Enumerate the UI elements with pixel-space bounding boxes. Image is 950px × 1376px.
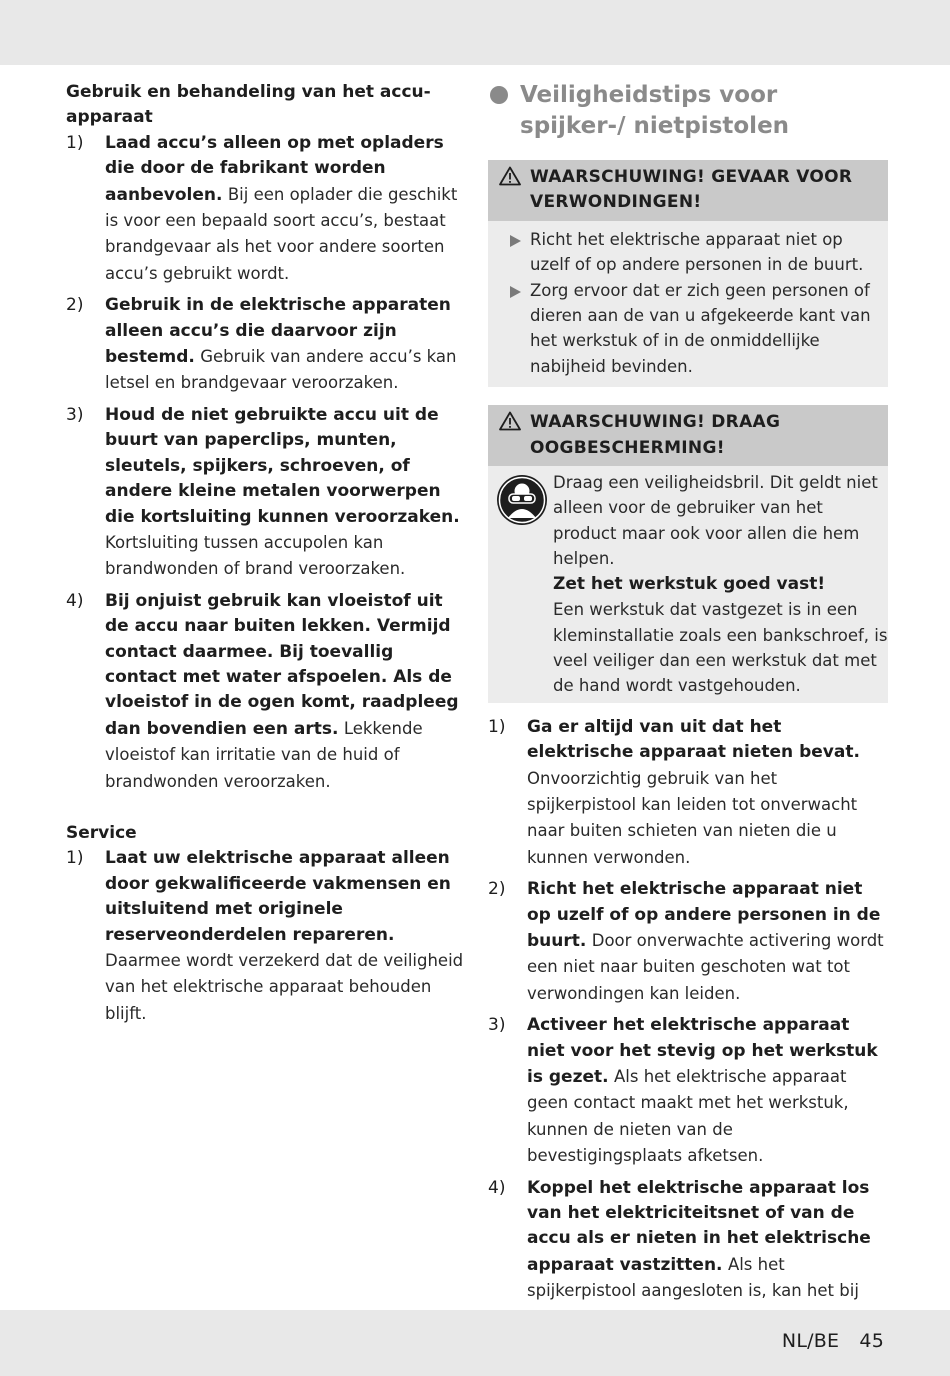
nailer-item-2 bbox=[488, 877, 888, 1007]
warning-title: WAARSCHUWING! DRAAG OOGBESCHERMING! bbox=[530, 412, 781, 458]
item-text: Onvoorzichtig gebruik van het spijkerpistool kan leiden tot onverwacht naar buiten schieten van nieten die u kunnen verwonden. bbox=[527, 768, 858, 867]
goggles-icon bbox=[496, 474, 548, 526]
item-bold-text: Laat uw elektrische apparaat alleen door gekwalificeerde vakmensen en uitsluitend met originele reserveonderdelen repareren. bbox=[105, 848, 451, 945]
item-number: 1) bbox=[66, 848, 84, 869]
nailer-safety-list bbox=[488, 715, 888, 1358]
usage-item-1 bbox=[66, 131, 466, 287]
item-bold-text: Gebruik in de elektrische apparaten alleen accu’s die daarvoor zijn bestemd. bbox=[105, 295, 451, 368]
section-title-text: Veiligheidstips voor spijker-/ nietpistolen bbox=[520, 82, 790, 139]
bullet-text: Zorg ervoor dat er zich geen personen of dieren aan de van u afgekeerde kant van het werkstuk of in de onmiddellijke nabijheid bevinden. bbox=[530, 280, 871, 376]
item-number: 3) bbox=[488, 1015, 506, 1036]
warning-triangle-icon bbox=[499, 411, 521, 431]
section-dot-icon bbox=[490, 86, 508, 104]
item-number: 1) bbox=[66, 132, 84, 153]
item-number: 4) bbox=[66, 590, 84, 611]
usage-item-4 bbox=[66, 589, 466, 795]
item-text: Daarmee wordt verzekerd dat de veiligheid van het elektrische apparaat behouden blijft. bbox=[105, 951, 464, 1023]
eye-protection-body bbox=[488, 466, 888, 703]
nailer-item-1 bbox=[488, 715, 888, 871]
bullet-text: Richt het elektrische apparaat niet op uzelf of op andere personen in de buurt. bbox=[530, 229, 864, 275]
item-bold-text: Bij onjuist gebruik kan vloeistof uit de accu naar buiten lekken. Vermijd contact daarmee. Bij toevallig contact met water afspoelen. Als de vloeistof in de ogen komt, raadpleeg dan bovendien een arts. bbox=[105, 590, 459, 739]
eye-protection-text: Draag een veiligheidsbril. Dit geldt niet alleen voor de gebruiker van het product maar ook voor allen die hem helpen. bbox=[553, 473, 878, 569]
usage-item-3 bbox=[66, 403, 466, 583]
item-text: Door onverwachte activering wordt een niet naar buiten geschoten wat tot verwondingen kan leiden. bbox=[527, 930, 884, 1003]
item-number: 3) bbox=[66, 404, 84, 425]
item-text: Bij een oplader die geschikt is voor een bepaald soort accu’s, bestaat brandgevaar als het voor andere soorten accu’s gebruikt wordt. bbox=[105, 184, 458, 283]
item-bold-text: Richt het elektrische apparaat niet op uzelf of op andere personen in de buurt. bbox=[527, 879, 881, 951]
item-number: 4) bbox=[488, 1177, 506, 1198]
item-text: Als het elektrische apparaat geen contact maakt met het werkstuk, kunnen de nieten van de bevestigingsplaats afketsen. bbox=[527, 1067, 849, 1166]
bullet-triangle-icon bbox=[510, 286, 521, 298]
warning-box-eye-protection bbox=[488, 405, 888, 702]
item-bold-text: Laad accu’s alleen op met opladers die door de fabrikant worden aanbevolen. bbox=[105, 132, 444, 205]
warning-triangle-icon bbox=[499, 166, 521, 186]
warning-box-header bbox=[488, 405, 888, 466]
header-band bbox=[0, 0, 950, 65]
item-text: Kortsluiting tussen accupolen kan brandwonden of brand veroorzaken. bbox=[105, 532, 406, 579]
item-number: 2) bbox=[66, 295, 84, 316]
item-text: Lekkende vloeistof kan irritatie van de huid of brandwonden veroorzaken. bbox=[105, 718, 423, 791]
service-item-1 bbox=[66, 846, 466, 1027]
clamp-workpiece-heading: Zet het werkstuk goed vast! bbox=[553, 573, 826, 594]
language-code: NL/BE bbox=[781, 1330, 840, 1352]
item-bold-text: Koppel het elektrische apparaat los van het elektriciteitsnet of van de accu als er nieten in het elektrische apparaat vastzitten. bbox=[527, 1177, 871, 1275]
warning-bullet bbox=[498, 278, 876, 380]
section-title bbox=[488, 80, 888, 142]
nailer-item-3 bbox=[488, 1013, 888, 1169]
warning-box-body bbox=[488, 221, 888, 387]
bullet-triangle-icon bbox=[510, 235, 521, 247]
usage-heading: Gebruik en behandeling van het accu-apparaat bbox=[66, 82, 431, 128]
warning-bullet bbox=[498, 227, 876, 278]
footer bbox=[782, 1330, 884, 1352]
item-bold-text: Houd de niet gebruikte accu uit de buurt van paperclips, munten, sleutels, spijkers, schroeven, of andere kleine metalen voorwerpen die kortsluiting kunnen veroorzaken. bbox=[105, 404, 460, 527]
service-heading: Service bbox=[66, 822, 137, 843]
clamp-workpiece-text: Een werkstuk dat vastgezet is in een kleminstallatie zoals een bankschroef, is veel veiliger dan een werkstuk dat met de hand wordt vastgehouden. bbox=[553, 600, 888, 696]
item-number: 2) bbox=[488, 879, 506, 900]
spacer bbox=[66, 795, 466, 821]
warning-title: WAARSCHUWING! GEVAAR VOOR VERWONDINGEN! bbox=[530, 167, 853, 213]
usage-item-2 bbox=[66, 293, 466, 397]
item-number: 1) bbox=[488, 716, 506, 737]
warning-box-header bbox=[488, 160, 888, 221]
left-column bbox=[66, 80, 466, 1027]
item-bold-text: Activeer het elektrische apparaat niet voor het stevig op het werkstuk is gezet. bbox=[527, 1015, 878, 1087]
page-number: 45 bbox=[859, 1330, 884, 1352]
right-column bbox=[488, 80, 888, 1357]
item-bold-text: Ga er altijd van uit dat het elektrische apparaat nieten bevat. bbox=[527, 716, 860, 763]
item-text: Gebruik van andere accu’s kan letsel en brandgevaar veroorzaken. bbox=[105, 347, 457, 393]
warning-box-injury bbox=[488, 160, 888, 387]
item-text: Als het spijkerpistool aangesloten is, kan het bij bbox=[527, 1254, 859, 1301]
